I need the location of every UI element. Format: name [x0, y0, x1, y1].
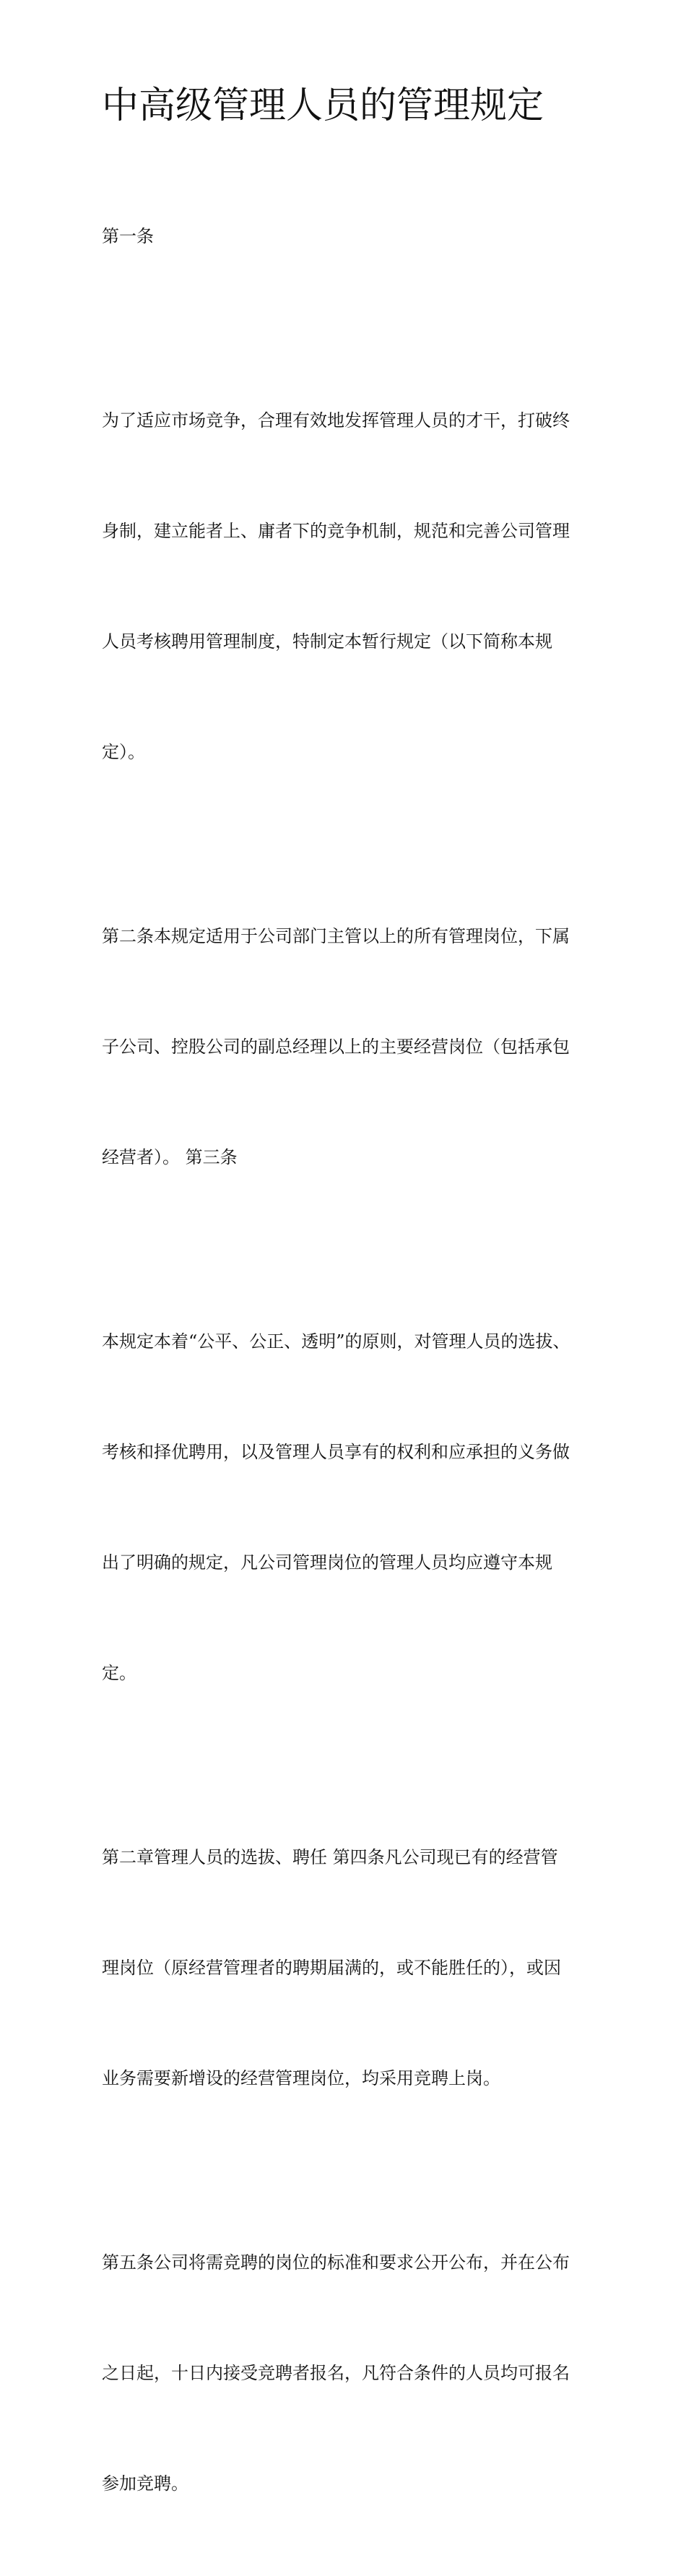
text-line: 定。 — [102, 1663, 136, 1683]
text-line: 第五条公司将需竞聘的岗位的标准和要求公开公布，并在公布 — [102, 2252, 570, 2273]
paragraph-article-2 — [102, 844, 587, 1250]
text-line: 理岗位（原经营管理者的聘期届满的，或不能胜任的），或因 — [102, 1958, 561, 1978]
text-line: 身制，建立能者上、庸者下的竞争机制，规范和完善公司管理 — [102, 521, 570, 541]
document-title: 中高级管理人员的管理规定 — [102, 85, 544, 127]
text-line: 为了适应市场竞争，合理有效地发挥管理人员的才干，打破终 — [102, 410, 570, 431]
text-line: 经营者）。 第三条 — [102, 1147, 238, 1167]
paragraph-article-5 — [102, 2171, 587, 2576]
text-line: 本规定本着“公平、公正、透明”的原则，对管理人员的选拔、 — [102, 1331, 570, 1352]
text-line: 第一条 — [102, 226, 154, 246]
paragraph-article-3-body — [102, 1250, 587, 1765]
text-line: 考核和择优聘用，以及管理人员享有的权利和应承担的义务做 — [102, 1442, 570, 1462]
paragraph-article-1-heading — [102, 144, 587, 329]
text-line: 业务需要新增设的经营管理岗位，均采用竞聘上岗。 — [102, 2068, 500, 2088]
text-line: 第二条本规定适用于公司部门主管以上的所有管理岗位，下属 — [102, 926, 570, 946]
text-line: 参加竞聘。 — [102, 2473, 188, 2494]
text-line: 定）。 — [102, 742, 145, 762]
paragraph-chapter-2-article-4 — [102, 1765, 587, 2171]
paragraph-article-1-body — [102, 329, 587, 844]
text-line: 子公司、控股公司的副总经理以上的主要经营岗位（包括承包 — [102, 1037, 570, 1057]
document-body — [102, 144, 587, 2576]
text-line: 出了明确的规定，凡公司管理岗位的管理人员均应遵守本规 — [102, 1552, 552, 1573]
text-line: 之日起，十日内接受竞聘者报名，凡符合条件的人员均可报名 — [102, 2363, 570, 2383]
text-line: 第二章管理人员的选拔、聘任 第四条凡公司现已有的经营管 — [102, 1847, 558, 1867]
text-line: 人员考核聘用管理制度，特制定本暂行规定（以下简称本规 — [102, 631, 552, 652]
